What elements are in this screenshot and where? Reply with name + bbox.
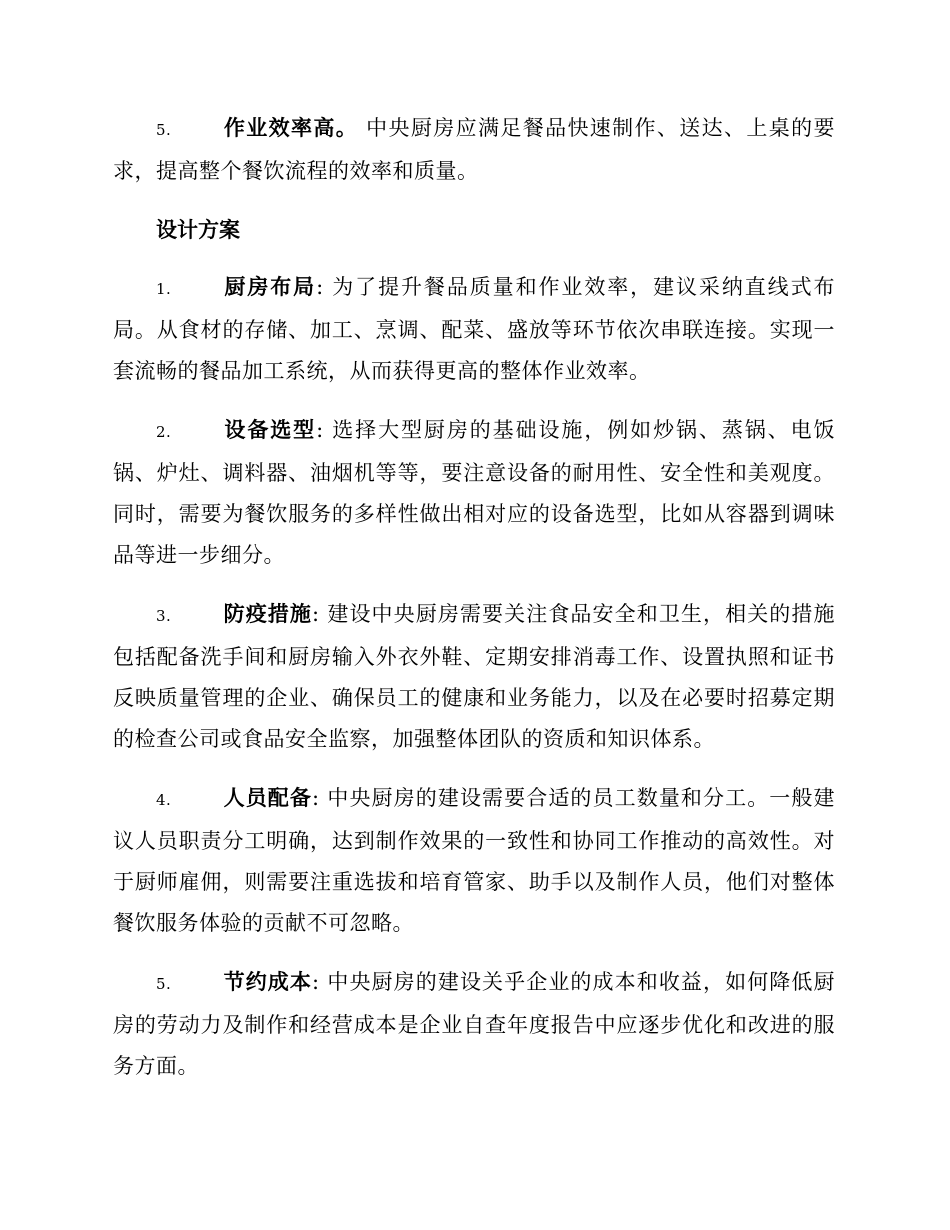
list-number: 4.: [156, 791, 172, 809]
list-text: 中央厨房的建设需要合适的员工数量和分工。一般建议人员职责分工明确，达到制作效果的一致性和协同工作推动的高效性。对于厨师雇佣，则需要注重选拔和培育管家、助手以及制作人员，他们对整体餐饮服务体验的贡献不可忽略。: [113, 786, 836, 935]
list-term: 设备选型: [223, 418, 317, 442]
list-item-epidemic: [113, 594, 835, 760]
list-item-equipment: [113, 410, 835, 576]
list-item-cost: [113, 962, 835, 1087]
document-page: [113, 108, 835, 1105]
list-term: 节约成本: [223, 970, 312, 994]
list-term: 防疫措施: [223, 602, 312, 626]
list-number: 2.: [156, 423, 172, 441]
list-term: 厨房布局: [223, 275, 317, 299]
list-separator: :: [312, 970, 328, 994]
list-text: 中央厨房的建设关乎企业的成本和收益，如何降低厨房的劳动力及制作和经营成本是企业自查年度报告中应逐步优化和改进的服务方面。: [113, 970, 836, 1078]
list-number: 1.: [156, 280, 172, 298]
list-term: 作业效率高。: [223, 116, 359, 140]
list-text: 选择大型厨房的基础设施，例如炒锅、蒸锅、电饭锅、炉灶、调料器、油烟机等等，要注意设备的耐用性、安全性和美观度。同时，需要为餐饮服务的多样性做出相对应的设备选型，比如从容器到调味品等进一步细分。: [113, 418, 836, 567]
list-number: 3.: [156, 607, 172, 625]
list-term: 人员配备: [223, 786, 312, 810]
list-number: 5.: [156, 975, 172, 993]
list-separator: :: [316, 418, 333, 442]
list-text: 为了提升餐品质量和作业效率，建议采纳直线式布局。从食材的存储、加工、烹调、配菜、盛放等环节依次串联连接。实现一套流畅的餐品加工系统，从而获得更高的整体作业效率。: [113, 275, 836, 383]
list-text: 中央厨房应满足餐品快速制作、送达、上桌的要求，提高整个餐饮流程的效率和质量。: [113, 116, 835, 183]
list-item-staffing: [113, 778, 835, 944]
list-separator: :: [312, 602, 328, 626]
section-heading: 设计方案: [156, 218, 240, 242]
list-separator: :: [316, 275, 333, 299]
list-separator: :: [312, 786, 328, 810]
list-item-efficiency: [113, 108, 835, 192]
list-item-layout: [113, 267, 835, 392]
list-text: 建设中央厨房需要关注食品安全和卫生，相关的措施包括配备洗手间和厨房输入外衣外鞋、定期安排消毒工作、设置执照和证书反映质量管理的企业、确保员工的健康和业务能力，以及在必要时招募定期的检查公司或食品安全监察，加强整体团队的资质和知识体系。: [113, 602, 836, 751]
list-number: 5.: [156, 121, 172, 139]
